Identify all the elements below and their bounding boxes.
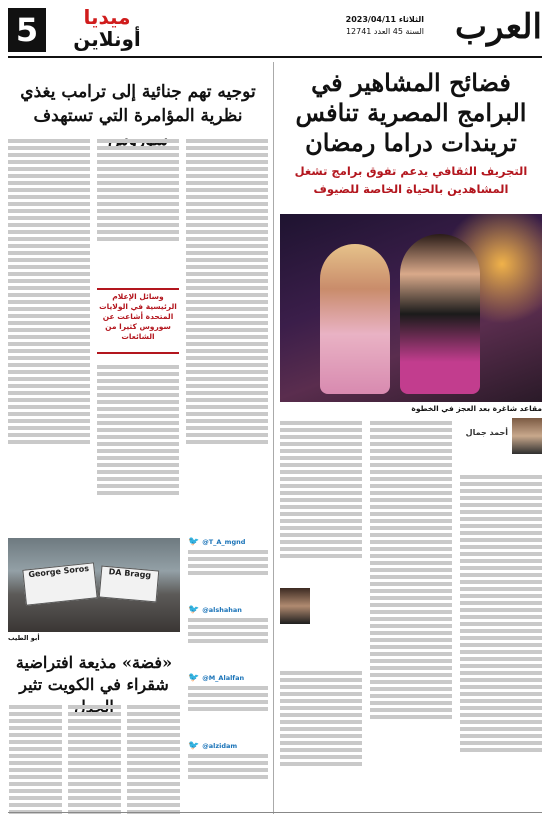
issue-date: الثلاثاء 2023/04/11 xyxy=(345,15,424,24)
body-column xyxy=(97,136,179,536)
section-title xyxy=(52,6,162,50)
lower-headline: «فضة» مذيعة افتراضية شقراء في الكويت تثير xyxy=(15,653,173,694)
page-number: 5 xyxy=(8,8,46,52)
photo-caption: مقاعد شاغرة بعد العجز في الخطوة xyxy=(411,404,542,413)
secondary-stories xyxy=(8,62,268,817)
author-photo xyxy=(512,418,542,454)
guest-figure-right xyxy=(400,234,480,394)
masthead xyxy=(8,6,542,54)
expert-quote xyxy=(280,588,362,658)
footer-rule xyxy=(8,812,542,813)
author-name: أحمد جمال xyxy=(465,428,508,437)
text-lines xyxy=(97,362,179,498)
tweet-handle xyxy=(188,742,268,751)
protest-photo xyxy=(8,538,180,632)
tweet-handle-text: @alzidam xyxy=(202,742,238,750)
tweet-handle-text: @alshahan xyxy=(202,606,242,614)
tweet-handle xyxy=(188,538,268,547)
tweet-handle xyxy=(188,674,268,683)
twitter-icon: 🐦 xyxy=(188,673,200,683)
body-column xyxy=(9,702,62,812)
body-column xyxy=(8,136,90,536)
section-title-line2: أونلاين xyxy=(73,27,141,51)
lower-story-body xyxy=(8,702,180,812)
body-column xyxy=(370,418,452,813)
main-photo xyxy=(280,214,542,402)
main-story-body xyxy=(280,418,542,813)
text-lines xyxy=(460,472,542,755)
tweet-handle-text: @T_A_mgnd xyxy=(202,538,246,546)
text-lines xyxy=(280,418,362,561)
main-story xyxy=(280,62,542,817)
main-subheadline: التجريف الثقافي يدعم تفوق برامج تشغل المشاهدين بالحياة الخاصة للضيوف xyxy=(294,164,528,196)
tweet xyxy=(188,606,268,666)
tweet xyxy=(188,538,268,598)
tweet xyxy=(188,674,268,734)
tweet-handle-text: @M_Alalfan xyxy=(202,674,245,682)
tweet xyxy=(188,742,268,802)
twitter-icon: 🐦 xyxy=(188,537,200,547)
protest-sign: DA Bragg xyxy=(99,566,160,603)
date-block xyxy=(344,14,424,38)
text-lines xyxy=(370,418,452,722)
tweet-handle xyxy=(188,606,268,615)
guest-figure-left xyxy=(320,244,390,394)
author-block xyxy=(460,418,542,468)
body-column xyxy=(68,702,121,812)
section-title-line1: ميديا xyxy=(83,5,131,29)
body-column xyxy=(460,418,542,813)
newspaper-logo: العرب xyxy=(430,10,542,44)
protest-sign: George Soros xyxy=(22,562,97,605)
secondary-story-body xyxy=(8,136,268,536)
text-lines xyxy=(280,668,362,769)
photo-credit: أبو الطيب xyxy=(8,634,40,642)
body-column xyxy=(280,418,362,813)
body-column xyxy=(186,136,268,536)
twitter-icon: 🐦 xyxy=(188,605,200,615)
expert-photo xyxy=(280,588,310,624)
secondary-headline: توجيه تهم جنائية إلى ترامب يغذي نظرية المؤامرة التي تستهدف xyxy=(20,82,256,126)
main-headline: فضائح المشاهير في البرامج المصرية تنافس تريندات دراما رمضان xyxy=(295,68,527,157)
pull-quote-text: وسائل الإعلام الرئيسية في الولايات المتحدة أشاعت عن سوروس كثيرا من الشائعات xyxy=(99,292,177,341)
column-divider xyxy=(273,62,274,814)
pull-quote xyxy=(97,288,179,354)
body-column xyxy=(127,702,180,812)
issue-number: السنة 45 العدد 12741 xyxy=(345,27,424,36)
twitter-icon: 🐦 xyxy=(188,741,200,751)
tweets-column xyxy=(188,538,268,808)
masthead-rule xyxy=(8,56,542,58)
